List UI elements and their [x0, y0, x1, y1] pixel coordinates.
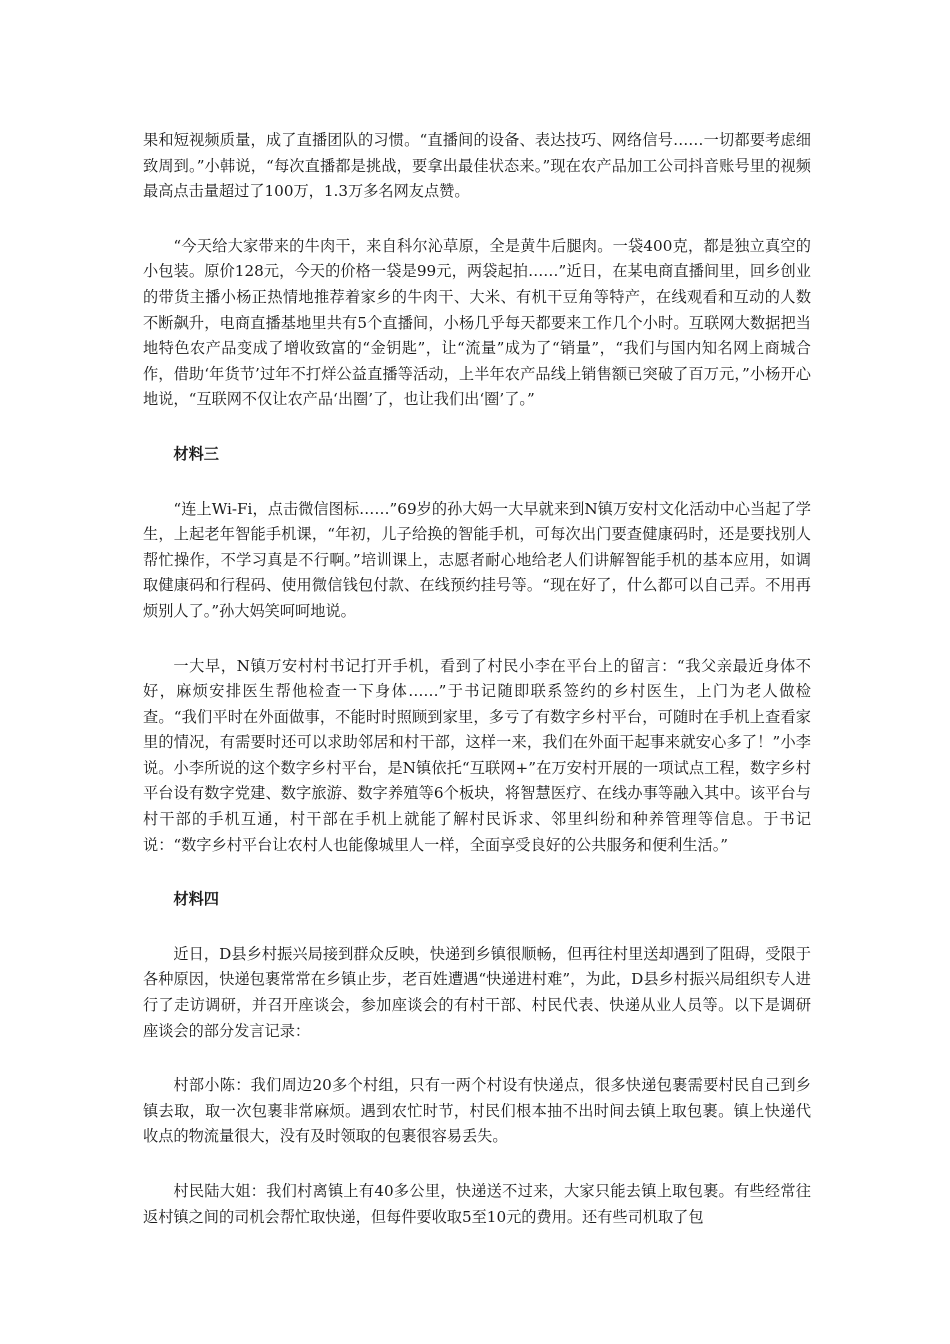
paragraph-4: 一大早，N镇万安村村书记打开手机，看到了村民小李在平台上的留言：“我父亲最近身体不好，麻烦安排医生帮他检查一下身体……”于书记随即联系签约的乡村医生，上门为老人做检查。“我们平时在外面做事，不能时时照顾到家里，多亏了有数字乡村平台，可随时在手机上查看家里的情况，有需要时还可以求助邻居和村干部，这样一来，我们在外面干起事来就安心多了！”小李说。小李所说的这个数字乡村平台，是N镇依托“互联网+”在万安村开展的一项试点工程，数字乡村平台设有数字党建、数字旅游、数字养殖等6个板块，将智慧医疗、在线办事等融入其中。该平台与村干部的手机互通，村干部在手机上就能了解村民诉求、邻里纠纷和种养管理等信息。于书记说：“数字乡村平台让农村人也能像城里人一样，全面享受良好的公共服务和便利生活。”	[143, 656, 811, 854]
document-body	[143, 128, 811, 1259]
paragraph-5: 近日，D县乡村振兴局接到群众反映，快递到乡镇很顺畅，但再往村里送却遇到了阻碍，受限于各种原因，快递包裹常常在乡镇止步，老百姓遭遇“快递进村难”，为此，D县乡村振兴局组织专人进行了走访调研，并召开座谈会，参加座谈会的有村干部、村民代表、快递从业人员等。以下是调研座谈会的部分发言记录：	[143, 944, 811, 1040]
paragraph-7: 村民陆大姐：我们村离镇上有40多公里，快递送不过来，大家只能去镇上取包裹。有些经常往返村镇之间的司机会帮忙取快递，但每件要收取5至10元的费用。还有些司机取了包	[143, 1182, 811, 1226]
paragraph-6: 村部小陈：我们周边20多个村组，只有一两个村设有快递点，很多快递包裹需要村民自己到乡镇去取，取一次包裹非常麻烦。遇到农忙时节，村民们根本抽不出时间去镇上取包裹。镇上快递代收点的物流量很大，没有及时领取的包裹很容易丢失。	[143, 1076, 811, 1146]
section-heading-material-4: 材料四	[173, 890, 219, 909]
paragraph-2: “今天给大家带来的牛肉干，来自科尔沁草原，全是黄牛后腿肉。一袋400克，都是独立真空的小包装。原价128元，今天的价格一袋是99元，两袋起拍……”近日，在某电商直播间里，回乡创业的带货主播小杨正热情地推荐着家乡的牛肉干、大米、有机干豆角等特产，在线观看和互动的人数不断飙升，电商直播基地里共有5个直播间，小杨几乎每天都要来工作几个小时。互联网大数据把当地特色农产品变成了增收致富的“金钥匙”，让“流量”成为了“销量”，“我们与国内知名网上商城合作，借助‘年货节’过年不打烊公益直播等活动，上半年农产品线上销售额已突破了百万元，”小杨开心地说，“互联网不仅让农产品‘出圈’了，也让我们出‘圈’了。”	[143, 236, 811, 409]
paragraph-3: “连上Wi-Fi，点击微信图标……”69岁的孙大妈一大早就来到N镇万安村文化活动中心当起了学生，上起老年智能手机课，“年初，儿子给换的智能手机，可每次出门要查健康码时，还是要找别人帮忙操作，不学习真是不行啊。”培训课上，志愿者耐心地给老人们讲解智能手机的基本应用，如调取健康码和行程码、使用微信钱包付款、在线预约挂号等。“现在好了，什么都可以自己弄。不用再烦别人了。”孙大妈笑呵呵地说。	[143, 499, 811, 620]
section-heading-material-3: 材料三	[173, 444, 219, 463]
paragraph-1: 果和短视频质量，成了直播团队的习惯。“直播间的设备、表达技巧、网络信号……一切都要考虑细致周到。”小韩说，“每次直播都是挑战，要拿出最佳状态来。”现在农产品加工公司抖音账号里的视频最高点击量超过了100万，1.3万多名网友点赞。	[143, 131, 811, 201]
